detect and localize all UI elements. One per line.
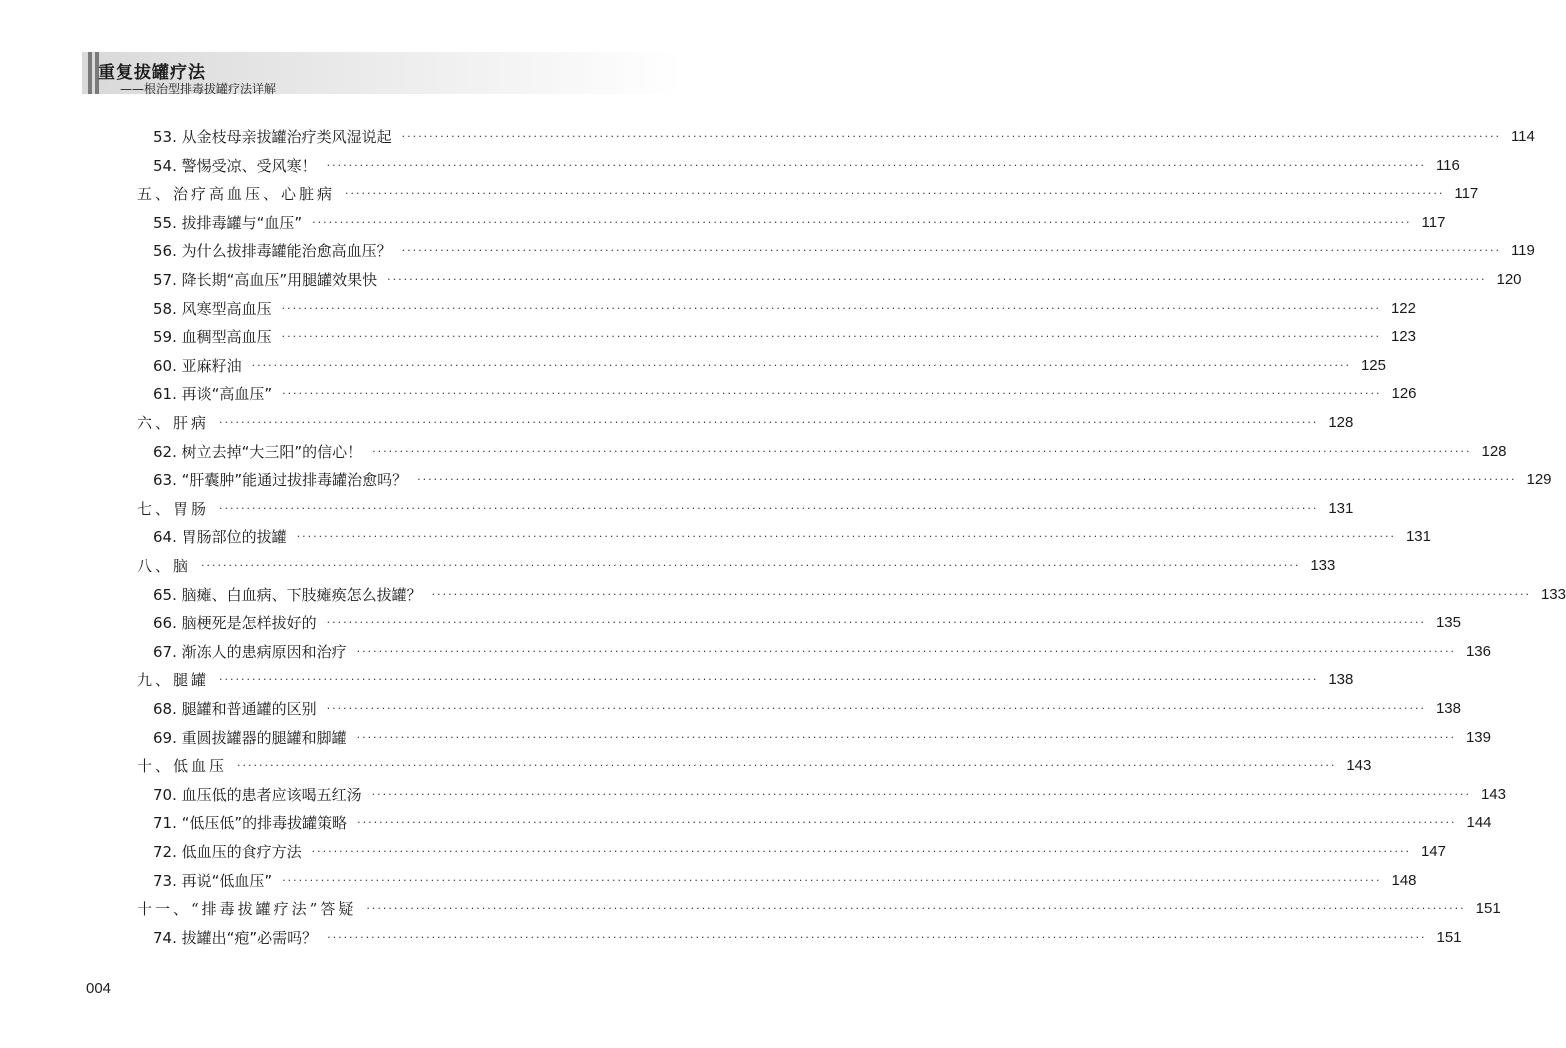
toc-entry-title: 55. 拔排毒罐与“血压” (153, 214, 303, 232)
toc-entry-title: 五、治疗高血压、心脏病 (137, 185, 336, 203)
toc-entry (153, 581, 1566, 609)
toc-section (137, 752, 1372, 780)
toc-entry (153, 695, 1461, 723)
dot-leader: ········································································································································································································ (201, 559, 1301, 572)
toc-entry-page: 122 (1390, 300, 1416, 317)
toc-entry-title: 六、肝病 (137, 414, 210, 432)
toc-entry-page: 114 (1510, 128, 1535, 145)
toc-section (137, 409, 1354, 437)
toc-entry (153, 323, 1416, 351)
toc-entry-page: 119 (1510, 242, 1535, 259)
dot-leader: ········································································································································································································ (356, 645, 1456, 658)
dot-leader: ········································································································································································································ (401, 244, 1501, 257)
toc-entry-title: 62. 树立去掉“大三阳”的信心！ (153, 443, 363, 461)
toc-entry (153, 781, 1506, 809)
dot-leader: ········································································································································································································ (326, 702, 1426, 715)
toc-entry-page: 136 (1465, 643, 1491, 660)
toc-entry (153, 295, 1416, 323)
toc-entry-page: 151 (1475, 900, 1501, 917)
toc-entry (153, 523, 1431, 551)
toc-entry-page: 125 (1360, 357, 1386, 374)
toc-entry (153, 152, 1460, 180)
toc-entry (153, 266, 1522, 294)
toc-entry-page: 129 (1526, 471, 1552, 488)
toc-entry-title: 66. 脑梗死是怎样拔好的 (153, 614, 317, 632)
toc-entry-page: 117 (1421, 214, 1446, 231)
toc-entry-title: 67. 渐冻人的患病原因和治疗 (153, 643, 347, 661)
toc-entry-page: 135 (1435, 614, 1461, 631)
dot-leader: ········································································································································································································ (281, 302, 1381, 315)
dot-leader: ········································································································································································································ (326, 159, 1426, 172)
toc-entry-page: 117 (1454, 185, 1479, 202)
toc-entry-page: 131 (1405, 528, 1431, 545)
toc-entry-page: 138 (1435, 700, 1461, 717)
dot-leader: ········································································································································································································ (372, 445, 1472, 458)
dot-leader: ········································································································································································································ (219, 673, 1319, 686)
dot-leader: ········································································································································································································ (327, 931, 1427, 944)
toc-entry-title: 61. 再谈“高血压” (153, 385, 273, 403)
toc-entry (153, 352, 1386, 380)
dot-leader: ········································································································································································································ (345, 187, 1445, 200)
toc-entry-title: 69. 重圆拔罐器的腿罐和脚罐 (153, 729, 347, 747)
toc-entry-title: 60. 亚麻籽油 (153, 357, 242, 375)
toc-entry (153, 123, 1535, 151)
toc-entry-title: 八、脑 (137, 557, 192, 575)
toc-section (137, 180, 1479, 208)
dot-leader: ········································································································································································································ (282, 874, 1382, 887)
dot-leader: ········································································································································································································ (237, 759, 1337, 772)
dot-leader: ········································································································································································································ (312, 216, 1412, 229)
toc-entry-page: 147 (1420, 843, 1446, 860)
toc-entry-page: 143 (1480, 786, 1506, 803)
dot-leader: ········································································································································································································ (401, 130, 1501, 143)
toc-entry-page: 123 (1390, 328, 1416, 345)
toc-entry-title: 九、腿罐 (137, 671, 210, 689)
toc-section (137, 666, 1354, 694)
toc-entry-page: 120 (1496, 271, 1522, 288)
dot-leader: ········································································································································································································ (311, 845, 1411, 858)
dot-leader: ········································································································································································································ (219, 502, 1319, 515)
toc-entry-page: 133 (1540, 586, 1566, 603)
toc-entry-page: 128 (1481, 443, 1507, 460)
dot-leader: ········································································································································································································ (326, 616, 1426, 629)
toc-entry (153, 237, 1535, 265)
toc-entry-page: 133 (1310, 557, 1336, 574)
toc-entry-title: 72. 低血压的食疗方法 (153, 843, 302, 861)
toc-entry (153, 438, 1507, 466)
toc-entry-title: 56. 为什么拔排毒罐能治愈高血压？ (153, 242, 392, 260)
toc-entry (153, 809, 1492, 837)
dot-leader: ········································································································································································································ (366, 902, 1466, 915)
toc-entry-title: 十一、“排毒拔罐疗法”答疑 (137, 900, 357, 918)
toc-entry-page: 116 (1435, 157, 1460, 174)
toc-entry-page: 139 (1465, 729, 1491, 746)
dot-leader: ········································································································································································································ (281, 330, 1381, 343)
dot-leader: ········································································································································································································ (296, 530, 1396, 543)
toc-entry-title: 64. 胃肠部位的拔罐 (153, 528, 287, 546)
toc-entry-page: 144 (1466, 814, 1492, 831)
toc-entry-page: 128 (1328, 414, 1354, 431)
toc-entry-title: 58. 风寒型高血压 (153, 300, 272, 318)
toc-entry (153, 724, 1491, 752)
toc-entry-title: 十、低血压 (137, 757, 228, 775)
dot-leader: ········································································································································································································ (251, 359, 1351, 372)
toc-entry-page: 148 (1391, 872, 1417, 889)
page-number: 004 (86, 980, 112, 997)
toc-entry-title: 74. 拔罐出“疱”必需吗？ (153, 929, 318, 947)
toc-entry-page: 143 (1346, 757, 1372, 774)
toc-entry (153, 609, 1461, 637)
toc-entry-title: 65. 脑瘫、白血病、下肢瘫痪怎么拔罐？ (153, 586, 422, 604)
toc-entry-title: 71. “低压低”的排毒拔罐策略 (153, 814, 348, 832)
dot-leader: ········································································································································································································ (282, 387, 1382, 400)
toc-entry (153, 466, 1552, 494)
toc-entry (153, 924, 1462, 952)
dot-leader: ········································································································································································································ (219, 416, 1319, 429)
toc-entry-title: 53. 从金枝母亲拔罐治疗类风湿说起 (153, 128, 392, 146)
book-title: 重复拔罐疗法 (98, 63, 206, 83)
toc-entry (153, 209, 1446, 237)
toc-section (137, 895, 1501, 923)
toc-entry-title: 70. 血压低的患者应该喝五红汤 (153, 786, 362, 804)
toc-entry-title: 73. 再说“低血压” (153, 872, 273, 890)
toc-entry-page: 126 (1391, 385, 1417, 402)
header-rule-left (88, 52, 92, 94)
dot-leader: ········································································································································································································ (431, 588, 1531, 601)
book-subtitle: ——根治型排毒拔罐疗法详解 (120, 82, 277, 96)
dot-leader: ········································································································································································································ (417, 473, 1517, 486)
toc-entry (153, 380, 1417, 408)
toc-entry (153, 638, 1491, 666)
dot-leader: ········································································································································································································ (356, 731, 1456, 744)
toc-entry-title: 68. 腿罐和普通罐的区别 (153, 700, 317, 718)
toc-entry-page: 151 (1436, 929, 1462, 946)
dot-leader: ········································································································································································································ (371, 788, 1471, 801)
toc-entry-title: 59. 血稠型高血压 (153, 328, 272, 346)
toc-entry-title: 七、胃肠 (137, 500, 210, 518)
toc-entry (153, 838, 1446, 866)
toc-entry-title: 57. 降长期“高血压”用腿罐效果快 (153, 271, 378, 289)
toc-section (137, 552, 1336, 580)
toc-entry-title: 63. “肝囊肿”能通过拔排毒罐治愈吗？ (153, 471, 408, 489)
toc-entry-page: 131 (1328, 500, 1354, 517)
dot-leader: ········································································································································································································ (387, 273, 1487, 286)
dot-leader: ········································································································································································································ (357, 816, 1457, 829)
toc-entry (153, 867, 1417, 895)
toc-section (137, 495, 1354, 523)
toc-entry-page: 138 (1328, 671, 1354, 688)
toc-entry-title: 54. 警惕受凉、受风寒！ (153, 157, 317, 175)
